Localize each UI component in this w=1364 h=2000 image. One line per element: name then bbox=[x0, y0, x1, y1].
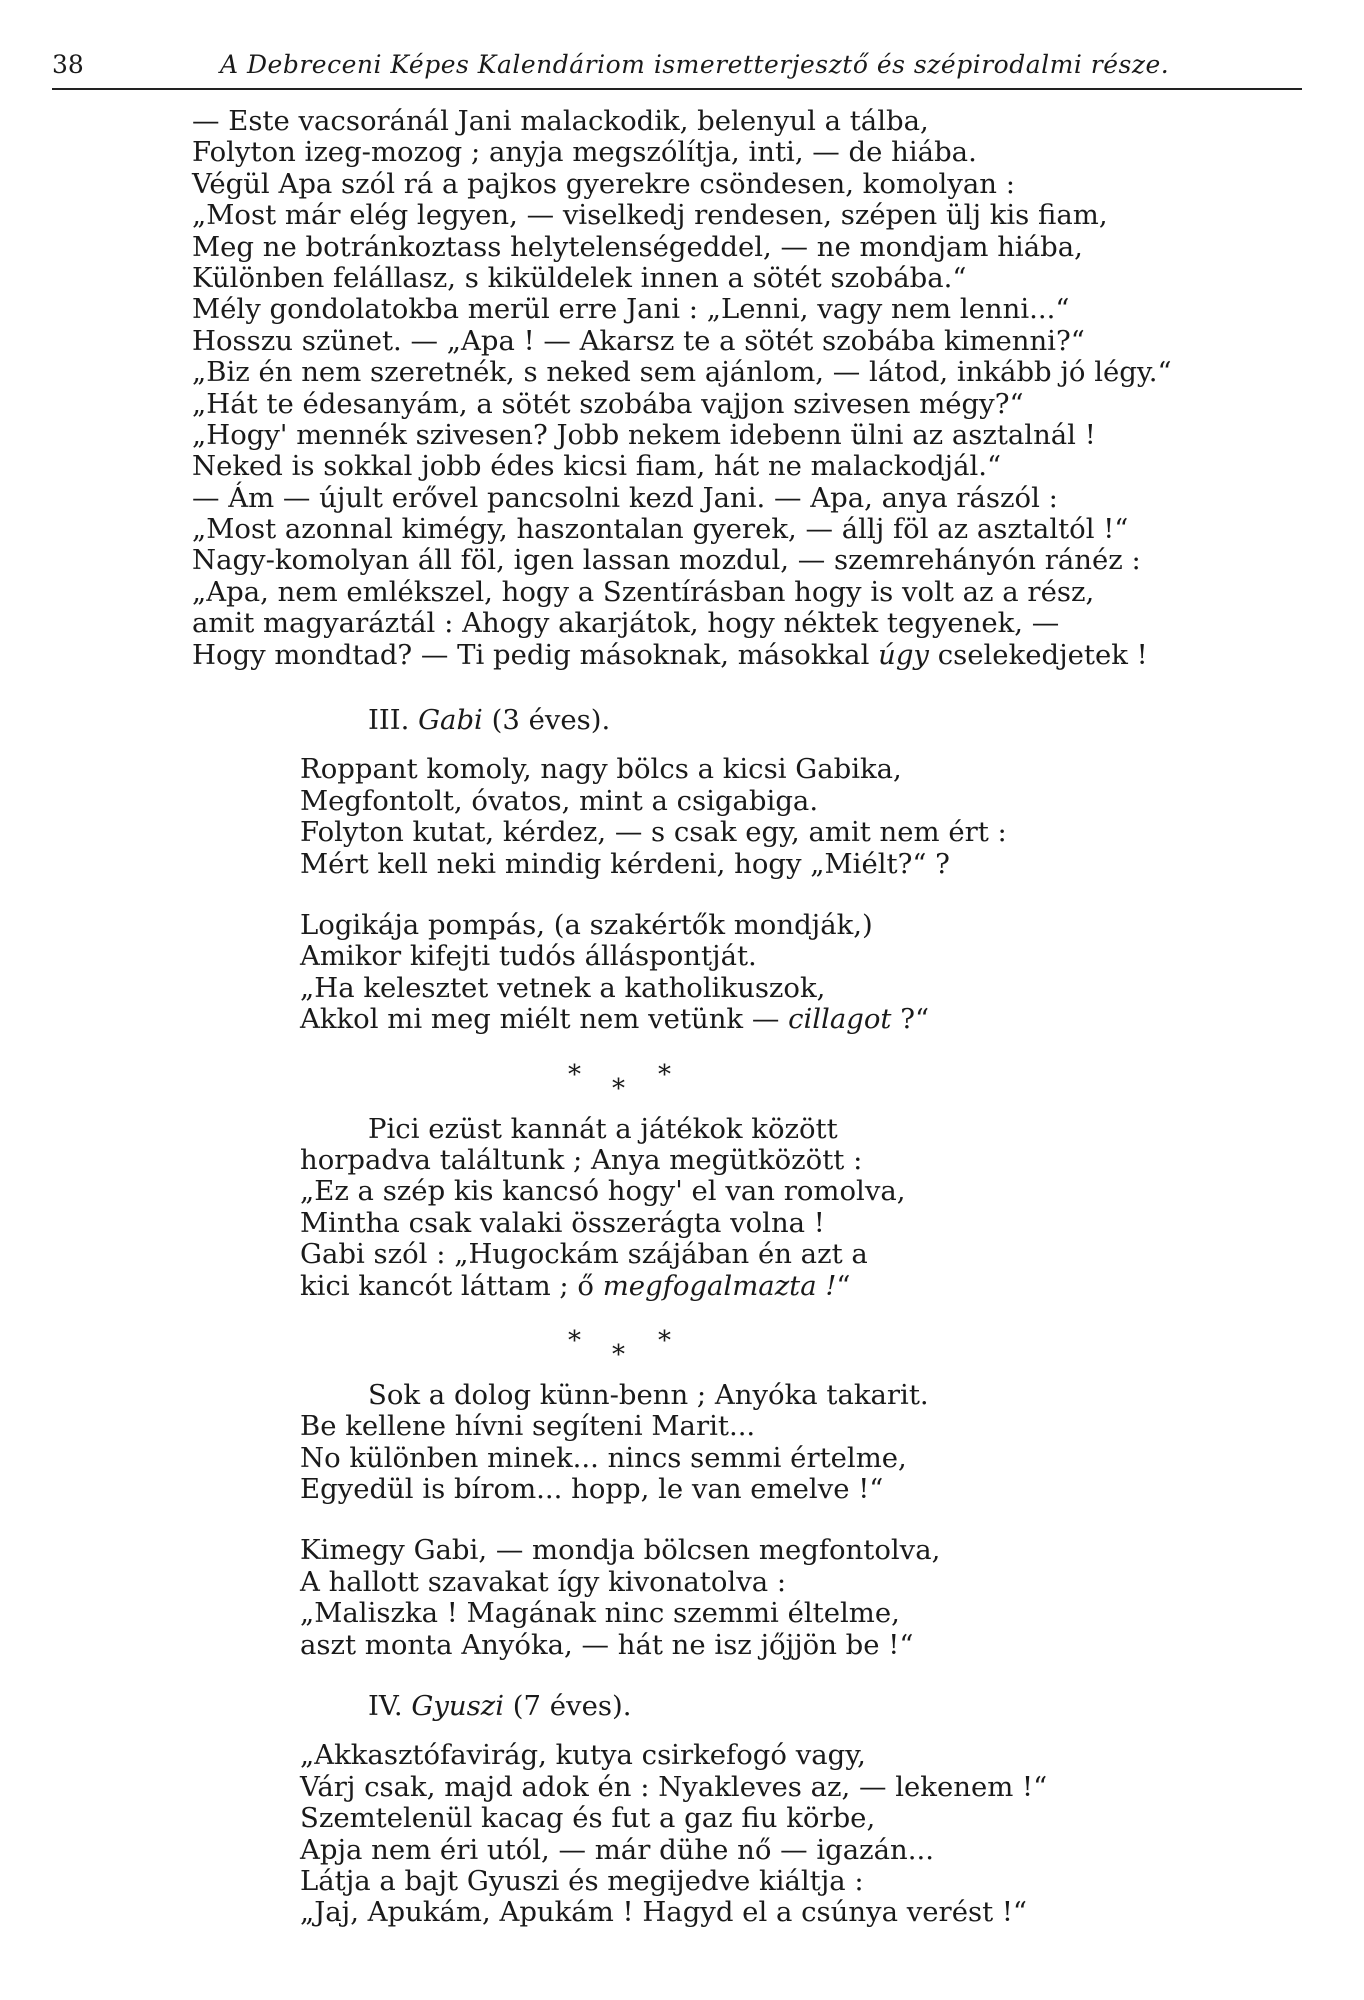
poem-line: Mért kell neki mindig kérdeni, hogy „Miélt?“ ? bbox=[300, 847, 950, 880]
poem-line: Szemtelenül kacag és fut a gaz fiu körbe, bbox=[300, 1802, 876, 1835]
poem-line: Be kellene hívni segíteni Marit... bbox=[300, 1410, 756, 1443]
stanza bbox=[0, 1380, 1364, 1506]
stanza bbox=[0, 754, 1364, 880]
asterism-divider bbox=[0, 1326, 1364, 1370]
poem-line: Amikor kifejti tudós álláspontját. bbox=[300, 940, 757, 973]
poem-line: „Ez a szép kis kancsó hogy' el van romolva, bbox=[300, 1175, 906, 1208]
emphasized-word: cillagot bbox=[788, 1003, 892, 1036]
poem-line: Gabi szól : „Hugockám szájában én azt a bbox=[300, 1238, 868, 1271]
section-name: Gabi bbox=[418, 704, 483, 737]
poem-line: Roppant komoly, nagy bölcs a kicsi Gabika, bbox=[300, 753, 902, 786]
poem-line: — Este vacsoránál Jani malackodik, belenyul a tálba, bbox=[192, 105, 929, 137]
poem-line: A hallott szavakat így kivonatolva : bbox=[300, 1565, 787, 1598]
poem-line: Logikája pompás, (a szakértők mondják,) bbox=[300, 909, 873, 941]
poem-line: No különben minek... nincs semmi értelme, bbox=[300, 1441, 907, 1474]
poem-line: Különben felállasz, s kiküldelek innen a sötét szobába.“ bbox=[192, 261, 967, 294]
line-text: Hogy mondtad? — Ti pedig másoknak, másokkal bbox=[192, 638, 879, 671]
section-numeral: IV. bbox=[368, 1690, 403, 1723]
section-title-gyuszi bbox=[0, 1691, 1364, 1722]
poem-line: „Maliszka ! Magának ninc szemmi éltelme, bbox=[300, 1597, 900, 1630]
page-number: 38 bbox=[52, 50, 84, 79]
poem-line: Megfontolt, óvatos, mint a csigabiga. bbox=[300, 784, 819, 817]
poem-line: „Biz én nem szeretnék, s neked sem ajánlom, — látod, inkább jó légy.“ bbox=[192, 356, 1172, 389]
page-content bbox=[0, 106, 1364, 1959]
poem-line bbox=[300, 1004, 1364, 1035]
section-age: (3 éves). bbox=[491, 704, 611, 737]
poem-line: Mintha csak valaki összerágta volna ! bbox=[300, 1206, 825, 1239]
poem-line: Folyton izeg-mozog ; anyja megszólítja, inti, — de hiába. bbox=[192, 136, 977, 169]
poem-line: Várj csak, majd adok én : Nyakleves az, — lekenem !“ bbox=[300, 1770, 1048, 1803]
stanza bbox=[0, 910, 1364, 1036]
poem-line: Nagy-komolyan áll föl, igen lassan mozdul, — szemrehányón ránéz : bbox=[192, 544, 1141, 577]
stanza bbox=[0, 1535, 1364, 1661]
poem-line: „Hogy' mennék szivesen? Jobb nekem idebenn ülni az asztalnál ! bbox=[192, 418, 1096, 451]
asterisk: * bbox=[568, 1059, 581, 1090]
poem-line: Neked is sokkal jobb édes kicsi fiam, hát ne malackodjál.“ bbox=[192, 450, 1002, 483]
asterisk: * bbox=[612, 1073, 625, 1104]
poem-line: „Hát te édesanyám, a sötét szobába vajjon szivesen mégy?“ bbox=[192, 387, 1024, 420]
line-text: cselekedjetek ! bbox=[928, 638, 1148, 671]
poem-line: Meg ne botránkoztass helytelenségeddel, — ne mondjam hiába, bbox=[192, 230, 1083, 263]
asterism-divider bbox=[0, 1060, 1364, 1104]
emphasized-word: megfogalmazta ! bbox=[602, 1269, 837, 1302]
emphasized-word: úgy bbox=[878, 638, 929, 671]
page-header bbox=[52, 42, 1302, 90]
poem-line: Pici ezüst kannát a játékok között bbox=[368, 1112, 838, 1145]
poem-line: Kimegy Gabi, — mondja bölcsen megfontolva, bbox=[300, 1534, 941, 1567]
poem-line: Folyton kutat, kérdez, — s csak egy, amit nem ért : bbox=[300, 816, 1007, 849]
section-numeral: III. bbox=[368, 704, 410, 737]
poem-line: „Most már elég legyen, — viselkedj rendesen, szépen ülj kis fiam, bbox=[192, 199, 1108, 232]
line-text: “ bbox=[836, 1269, 851, 1302]
asterisk: * bbox=[568, 1325, 581, 1356]
poem-line-last bbox=[192, 640, 1364, 671]
poem-line: „Most azonnal kimégy, haszontalan gyerek, — állj föl az asztaltól !“ bbox=[192, 513, 1129, 546]
asterisk: * bbox=[658, 1325, 671, 1356]
line-text: kici kancót láttam ; ő bbox=[300, 1269, 603, 1302]
poem-line: aszt monta Anyóka, — hát ne isz jőjjön be !“ bbox=[300, 1628, 914, 1661]
poem-line: Mély gondolatokba merül erre Jani : „Lenni, vagy nem lenni...“ bbox=[192, 293, 1070, 326]
poem-line: horpadva találtunk ; Anya megütközött : bbox=[300, 1143, 863, 1176]
poem-line: Sok a dolog künn-benn ; Anyóka takarit. bbox=[368, 1378, 929, 1411]
poem-line: Hosszu szünet. — „Apa ! — Akarsz te a sötét szobába kimenni?“ bbox=[192, 324, 1085, 357]
poem-line: „Akkasztófavirág, kutya csirkefogó vagy, bbox=[300, 1739, 866, 1772]
poem-line: Apja nem éri utól, — már dühe nő — igazán... bbox=[300, 1833, 934, 1866]
section-age: (7 éves). bbox=[512, 1690, 632, 1723]
poem-line: — Ám — újult erővel pancsolni kezd Jani. — Apa, anya rászól : bbox=[192, 481, 1058, 514]
line-text: ?“ bbox=[891, 1003, 930, 1036]
stanza bbox=[0, 1740, 1364, 1928]
poem-line: „Jaj, Apukám, Apukám ! Hagyd el a csúnya verést !“ bbox=[300, 1896, 1027, 1929]
poem-line bbox=[300, 1271, 1364, 1302]
asterisk: * bbox=[658, 1059, 671, 1090]
poem-line: Látja a bajt Gyuszi és megijedve kiáltja : bbox=[300, 1865, 864, 1897]
poem-line: amit magyaráztál : Ahogy akarjátok, hogy néktek tegyenek, — bbox=[192, 607, 1060, 640]
asterisk: * bbox=[612, 1339, 625, 1370]
poem-line: „Ha kelesztet vetnek a katholikuszok, bbox=[300, 971, 826, 1004]
poem-line: Egyedül is bírom... hopp, le van emelve !“ bbox=[300, 1473, 884, 1506]
stanza bbox=[0, 1114, 1364, 1302]
section-name: Gyuszi bbox=[411, 1690, 505, 1723]
line-text: Akkol mi meg miélt nem vetünk — bbox=[300, 1003, 789, 1036]
poem-line: Végül Apa szól rá a pajkos gyerekre csöndesen, komolyan : bbox=[192, 167, 1015, 200]
section-title-gabi bbox=[0, 705, 1364, 736]
running-title: A Debreceni Képes Kalendáriom ismeretterjesztő és szépirodalmi része. bbox=[220, 50, 1170, 79]
intro-poem bbox=[0, 106, 1364, 671]
poem-line: „Apa, nem emlékszel, hogy a Szentírásban hogy is volt az a rész, bbox=[192, 575, 1095, 608]
